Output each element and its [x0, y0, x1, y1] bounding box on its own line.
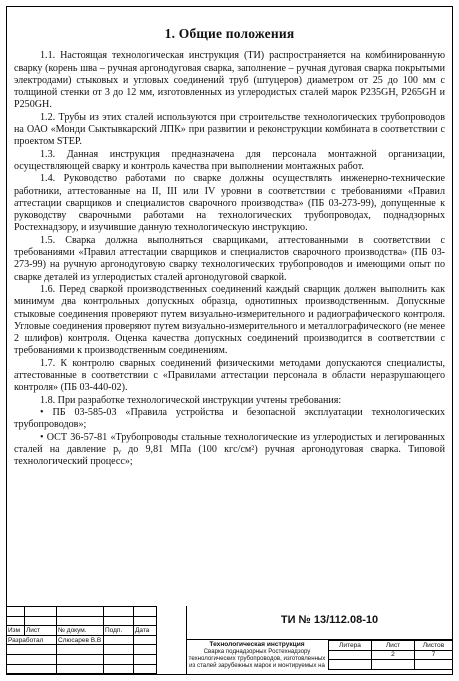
header-izm: Изм [7, 626, 25, 636]
header-list: Лист [25, 626, 57, 636]
paragraph-1-7: 1.7. К контролю сварных соединений физическими методами допускаются специалисты, аттестованные в соответствии с «Правилами аттестации персонала в области неразрушающего контроля» (ПБ 03-440-02). [14, 357, 445, 394]
paragraph-1-5: 1.5. Сварка должна выполняться сварщиками, аттестованными в соответствии с требованиями «Правил аттестации сварщиков и специалистов сварочного производства» (ПБ 03-273-99) на ручную аргонодуговую сварку технологических трубопроводов и имеющими опыт по сварке деталей из углеродистых сталей аргонодуговой сваркой. [14, 234, 445, 283]
section-title: 1. Общие положения [164, 26, 295, 41]
bullet-item: • ПБ 03-585-03 «Правила устройства и безопасной эксплуатации технологических трубопроводов»; [14, 406, 445, 431]
litera-label: Литера [329, 641, 372, 651]
title-block [6, 606, 453, 675]
sheets-total: 7 [415, 650, 453, 660]
developed-role: Разработал [7, 635, 57, 645]
sheet-number: 2 [372, 650, 415, 660]
document-title-box [186, 640, 328, 675]
developed-name: Слюсарев В.В [57, 635, 104, 645]
litera-value [329, 650, 372, 660]
paragraph-1-1: 1.1. Настоящая технологическая инструкция (ТИ) распространяется на комбинированную сварку (корень шва – ручная аргонодуговая сварка, заполнение – ручная дуговая сварка покрытыми электродами) стыковых и угловых соединений труб (штуцеров) диаметром от 25 до 100 мм с толщиной стенки от 3 до 12 мм, изготовленных из углеродистых сталей марок P235GH, P265GH и P250GH. [14, 50, 445, 111]
bullet-item: • ОСТ 36-57-81 «Трубопроводы стальные технологические из углеродистых и легированных сталей на давление pᵧ до 9,81 МПа (100 кгс/см²) ручная аргонодуговая сварка. Типовой технологический процесс»; [14, 431, 445, 468]
header-doc-no: № докум. [57, 626, 104, 636]
document-body [14, 18, 445, 468]
paragraph-1-4: 1.4. Руководство работами по сварке должны осуществлять инженерно-технические работники, аттестованные на II, III или IV уровни в соответствии с требованиями «Правил аттестации сварщиков и специалистов сварочного производства» (ПБ 03-273-99), допущенные к руководству сварочными работами на технологических трубопроводах, поднадзорных Ростехнадзору, и изучившие данную технологическую инструкцию. [14, 173, 445, 234]
sheet-label: Лист [372, 641, 415, 651]
revision-table [6, 606, 157, 674]
document-subtitle: Сварка поднадзорных Ростехнадзору технологических трубопроводов, изготовленных из сталей зарубежных марок и монтируемых на [188, 648, 326, 669]
header-sign: Подп. [104, 626, 134, 636]
sheet-info [328, 640, 453, 675]
document-code: ТИ № 13/112.08-10 [280, 614, 379, 626]
paragraph-1-2: 1.2. Трубы из этих сталей используются при строительстве технологических трубопроводов на ОАО «Монди Сыктывкарский ЛПК» при развитии и реконструкции комбината в соответствии с проектом STEP. [14, 111, 445, 148]
paragraph-1-6: 1.6. Перед сваркой производственных соединений каждый сварщик должен выполнить как минимум два контрольных допускных образца, однотипных производственным. Допускные стыковые соединения проверяют путем визуально-измерительного и радиографического контроля. Угловые соединения проверяют путем визуально-измерительного и металлографического (не менее 2 шлифов) контроля. Оценка качества допускных соединений производится в соответствии с требованиями к производственным соединениям. [14, 283, 445, 357]
sheets-total-label: Листов [415, 641, 453, 651]
header-date: Дата [134, 626, 157, 636]
paragraph-1-8: 1.8. При разработке технологической инструкции учтены требования: [40, 394, 342, 406]
document-title: Технологическая инструкция [209, 641, 305, 648]
paragraph-1-3: 1.3. Данная инструкция предназначена для персонала монтажной организации, осуществляющей сварку и контроль качества при выполнении монтажных работ. [14, 148, 445, 172]
